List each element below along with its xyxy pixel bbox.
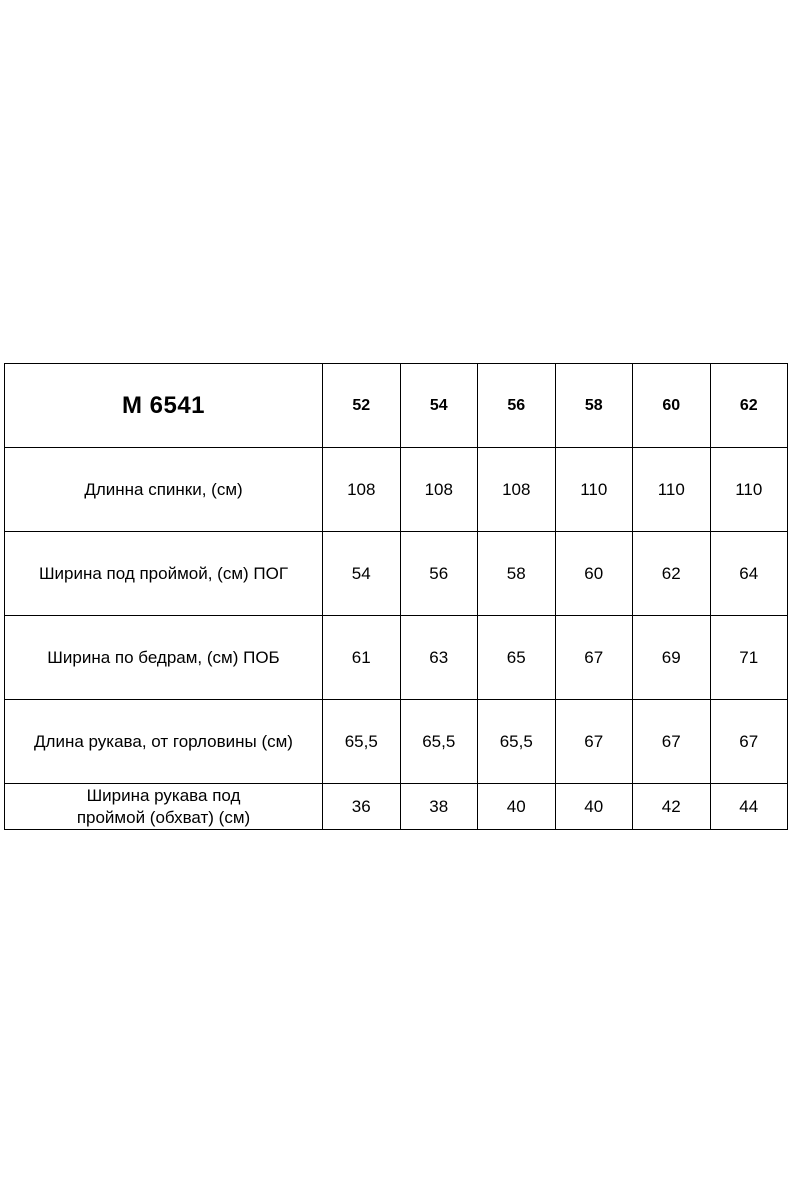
table-cell: 42 xyxy=(633,784,711,830)
table-cell: 110 xyxy=(710,448,788,532)
table-row-hip-width xyxy=(5,616,788,700)
row-label-line: проймой (обхват) (см) xyxy=(76,807,251,827)
row-label: Ширина по бедрам, (см) ПОБ xyxy=(5,616,323,700)
table-cell: 67 xyxy=(710,700,788,784)
table-cell: 110 xyxy=(633,448,711,532)
table-cell: 38 xyxy=(400,784,478,830)
table-row-sleeve-length xyxy=(5,700,788,784)
table-cell: 108 xyxy=(400,448,478,532)
table-cell: 40 xyxy=(478,784,556,830)
table-cell: 36 xyxy=(323,784,401,830)
row-label xyxy=(5,784,323,830)
table-cell: 71 xyxy=(710,616,788,700)
table-cell: 67 xyxy=(555,616,633,700)
table-cell: 58 xyxy=(478,532,556,616)
table-cell: 110 xyxy=(555,448,633,532)
size-header: 62 xyxy=(710,364,788,448)
table-cell: 56 xyxy=(400,532,478,616)
size-header: 60 xyxy=(633,364,711,448)
table-cell: 108 xyxy=(323,448,401,532)
row-label: Длина рукава, от горловины (см) xyxy=(5,700,323,784)
size-header: 54 xyxy=(400,364,478,448)
table-cell: 67 xyxy=(633,700,711,784)
table-cell: 63 xyxy=(400,616,478,700)
size-chart-table xyxy=(4,363,788,830)
table-row-sleeve-width xyxy=(5,784,788,830)
table-cell: 108 xyxy=(478,448,556,532)
row-label-line: Ширина рукава под xyxy=(86,785,241,805)
table-cell: 65,5 xyxy=(323,700,401,784)
row-label: Ширина под проймой, (см) ПОГ xyxy=(5,532,323,616)
model-number: М 6541 xyxy=(5,364,323,448)
table-cell: 61 xyxy=(323,616,401,700)
table-cell: 65,5 xyxy=(478,700,556,784)
table-cell: 65,5 xyxy=(400,700,478,784)
table-cell: 64 xyxy=(710,532,788,616)
size-header: 56 xyxy=(478,364,556,448)
table-header-row xyxy=(5,364,788,448)
table-cell: 62 xyxy=(633,532,711,616)
table-row-back-length xyxy=(5,448,788,532)
row-label: Длинна спинки, (см) xyxy=(5,448,323,532)
table-cell: 44 xyxy=(710,784,788,830)
table-cell: 65 xyxy=(478,616,556,700)
table-row-chest-width xyxy=(5,532,788,616)
table-cell: 67 xyxy=(555,700,633,784)
size-header: 58 xyxy=(555,364,633,448)
table-cell: 60 xyxy=(555,532,633,616)
table-cell: 54 xyxy=(323,532,401,616)
size-header: 52 xyxy=(323,364,401,448)
table-cell: 69 xyxy=(633,616,711,700)
table-cell: 40 xyxy=(555,784,633,830)
